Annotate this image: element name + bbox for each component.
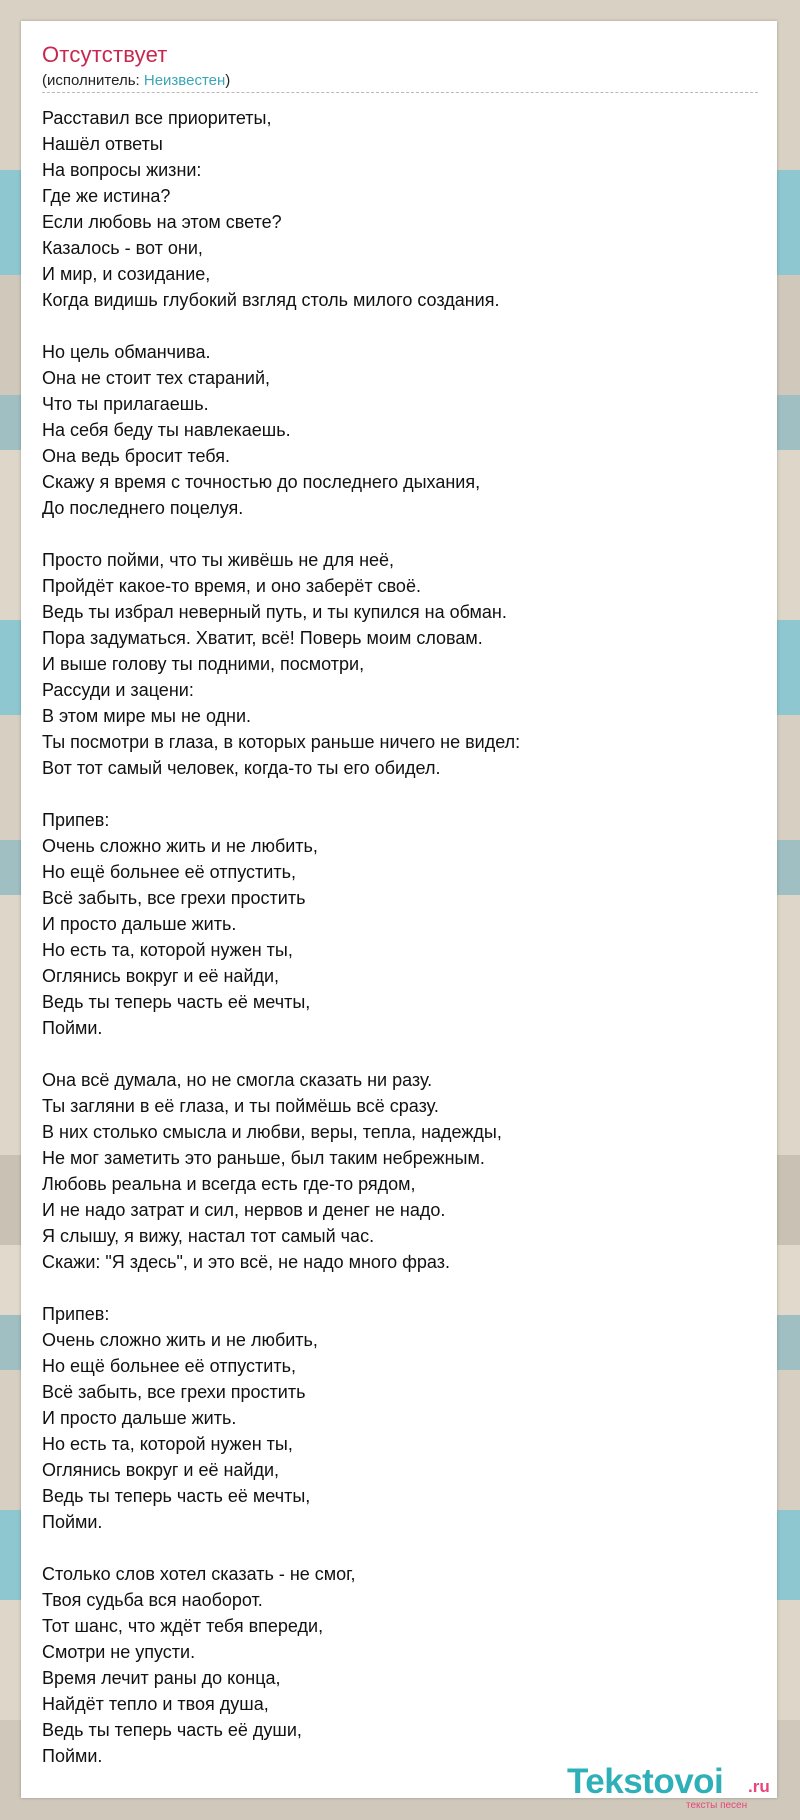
lyric-line: Пойми.: [42, 1512, 103, 1532]
lyric-line: Нашёл ответы: [42, 134, 163, 154]
lyric-line: Расставил все приоритеты,: [42, 108, 272, 128]
lyric-line: И просто дальше жить.: [42, 1408, 237, 1428]
lyric-line: Оглянись вокруг и её найди,: [42, 1460, 280, 1480]
lyric-line: Ты загляни в её глаза, и ты поймёшь всё сразу.: [42, 1096, 439, 1116]
artist-line: [42, 72, 230, 89]
stanza-gap: [42, 1535, 758, 1561]
lyric-line: Но есть та, которой нужен ты,: [42, 1434, 293, 1454]
lyric-line: И мир, и созидание,: [42, 264, 211, 284]
lyric-line: Казалось - вот они,: [42, 238, 203, 258]
lyric-line: Твоя судьба вся наоборот.: [42, 1590, 263, 1610]
lyric-line: Время лечит раны до конца,: [42, 1668, 281, 1688]
lyric-line: Пройдёт какое-то время, и оно заберёт своё.: [42, 576, 421, 596]
lyric-line: И просто дальше жить.: [42, 914, 237, 934]
lyric-line: Припев:: [42, 1304, 110, 1324]
lyric-line: Ведь ты теперь часть её души,: [42, 1720, 302, 1740]
lyric-line: Не мог заметить это раньше, был таким небрежным.: [42, 1148, 485, 1168]
lyric-line: Очень сложно жить и не любить,: [42, 836, 318, 856]
stanza-gap: [42, 1041, 758, 1067]
lyric-line: Но цель обманчива.: [42, 342, 211, 362]
artist-prefix: (исполнитель:: [42, 72, 144, 89]
lyric-line: На себя беду ты навлекаешь.: [42, 420, 291, 440]
lyric-line: Всё забыть, все грехи простить: [42, 888, 306, 908]
lyrics-card: [21, 21, 777, 1811]
artist-suffix: ): [225, 72, 231, 89]
lyric-line: Очень сложно жить и не любить,: [42, 1330, 318, 1350]
lyric-line: Она не стоит тех стараний,: [42, 368, 271, 388]
lyric-line: В них столько смысла и любви, веры, тепла, надежды,: [42, 1122, 502, 1142]
lyric-line: Любовь реальна и всегда есть где-то рядом,: [42, 1174, 416, 1194]
lyric-line: Ведь ты избрал неверный путь, и ты купился на обман.: [42, 602, 507, 622]
lyric-line: Припев:: [42, 810, 110, 830]
lyric-line: Если любовь на этом свете?: [42, 212, 282, 232]
lyric-line: Найдёт тепло и твоя душа,: [42, 1694, 269, 1714]
lyric-line: На вопросы жизни:: [42, 160, 202, 180]
lyric-line: Пора задуматься. Хватит, всё! Поверь моим словам.: [42, 628, 483, 648]
lyric-line: Смотри не упусти.: [42, 1642, 196, 1662]
lyric-line: Когда видишь глубокий взгляд столь милого создания.: [42, 290, 500, 310]
lyric-line: Рассуди и зацени:: [42, 680, 194, 700]
stanza-gap: [42, 1275, 758, 1301]
lyric-line: Ведь ты теперь часть её мечты,: [42, 992, 311, 1012]
lyric-line: Вот тот самый человек, когда-то ты его обидел.: [42, 758, 441, 778]
lyric-line: Скажу я время с точностью до последнего дыхания,: [42, 472, 481, 492]
lyric-line: Столько слов хотел сказать - не смог,: [42, 1564, 356, 1584]
title-divider: [42, 92, 758, 93]
lyric-line: Ведь ты теперь часть её мечты,: [42, 1486, 311, 1506]
lyric-line: Что ты прилагаешь.: [42, 394, 209, 414]
lyric-line: Пойми.: [42, 1746, 103, 1766]
lyric-line: Пойми.: [42, 1018, 103, 1038]
stanza-gap: [42, 781, 758, 807]
lyric-line: Но ещё больнее её отпустить,: [42, 862, 296, 882]
lyric-line: Ты посмотри в глаза, в которых раньше ничего не видел:: [42, 732, 521, 752]
lyric-line: Тот шанс, что ждёт тебя впереди,: [42, 1616, 324, 1636]
lyric-line: И не надо затрат и сил, нервов и денег не надо.: [42, 1200, 446, 1220]
stanza-gap: [42, 313, 758, 339]
lyric-line: Где же истина?: [42, 186, 171, 206]
lyric-line: Она ведь бросит тебя.: [42, 446, 230, 466]
lyric-line: До последнего поцелуя.: [42, 498, 244, 518]
lyric-line: И выше голову ты подними, посмотри,: [42, 654, 365, 674]
lyric-line: Но ещё больнее её отпустить,: [42, 1356, 296, 1376]
logo-tagline: тексты песен: [686, 1800, 748, 1811]
lyric-line: Скажи: "Я здесь", и это всё, не надо много фраз.: [42, 1252, 450, 1272]
logo-wordmark: Tekstovoi: [567, 1762, 724, 1801]
logo-tld: .ru: [748, 1777, 770, 1796]
lyric-line: Я слышу, я вижу, настал тот самый час.: [42, 1226, 375, 1246]
song-title: Отсутствует: [42, 42, 168, 67]
lyric-line: Но есть та, которой нужен ты,: [42, 940, 293, 960]
lyric-line: Оглянись вокруг и её найди,: [42, 966, 280, 986]
artist-link[interactable]: Неизвестен: [143, 72, 226, 89]
lyric-line: Всё забыть, все грехи простить: [42, 1382, 306, 1402]
site-logo[interactable]: [567, 1762, 792, 1812]
lyric-line: Просто пойми, что ты живёшь не для неё,: [42, 550, 395, 570]
lyric-line: Она всё думала, но не смогла сказать ни разу.: [42, 1070, 433, 1090]
lyric-line: В этом мире мы не одни.: [42, 706, 252, 726]
lyrics-text: [42, 105, 758, 1769]
stanza-gap: [42, 521, 758, 547]
